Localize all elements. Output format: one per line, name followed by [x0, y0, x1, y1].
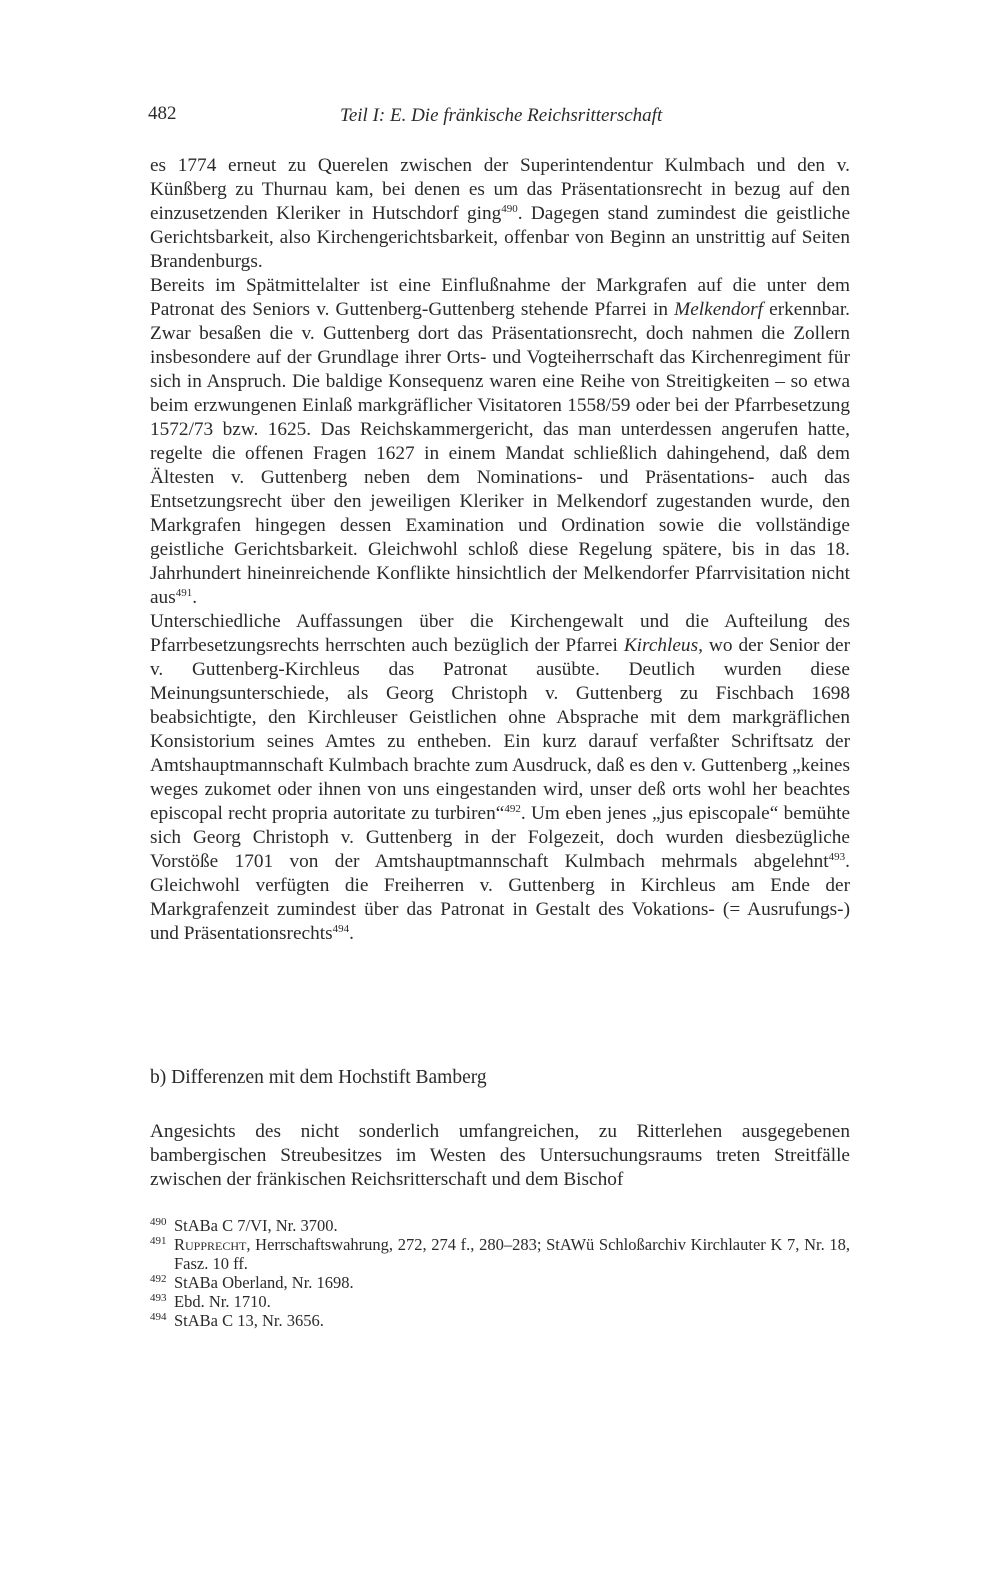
main-text — [150, 154, 850, 946]
footnote-text: StABa Oberland, Nr. 1698. — [174, 1273, 354, 1292]
place-name: Kirchleus, — [623, 635, 703, 656]
footnote-ref-490[interactable]: 490 — [501, 203, 518, 215]
footnote-ref-492[interactable]: 492 — [504, 803, 521, 815]
footnote-number: 494 — [150, 1311, 167, 1323]
place-name: Melkendorf — [674, 299, 764, 320]
paragraph-1: es 1774 erneut zu Querelen zwischen der Superintendentur Kulmbach und den v. Künßberg zu Thurnau kam, bei denen es um das Präsentationsrecht in bezug auf den einzusetzenden Kleriker in Hutschdorf ging$^{490}$. Dagegen stand zumindest die geistliche Gerichtsbarkeit, also Kirchengerichtsbarkeit, offenbar von Beginn an unstrittig auf Seiten Brandenburgs. — [150, 155, 850, 272]
footnote-ref-493[interactable]: 493 — [828, 851, 846, 863]
paragraph-2: Bereits im Spätmittelalter ist eine Einflußnahme der Markgrafen auf die unter dem Patronat des Seniors v. Guttenberg-Guttenberg stehende Pfarrei in Melkendorf erkennbar. Zwar besaßen die v. Guttenberg dort das Präsentationsrecht, doch nahmen die Zollern insbesondere auf der Grundlage ihrer Orts- und Vogteiherrschaft das Kirchenregiment für sich in Anspruch. Die baldige Konsequenz waren eine Reihe von Streitigkeiten – so etwa beim erzwungenen Einlaß markgräflicher Visitatoren 1558/59 oder bei der Pfarrbesetzung 1572/73 bzw. 1625. Das Reichskammergericht, das man unterdessen angerufen hatte, regelte die offenen Fragen 1627 in einem Mandat schließlich dahingehend, daß dem Ältesten v. Guttenberg neben dem Nominations- und Präsentations- auch das Entsetzungsrecht über den jeweiligen Kleriker in Melkendorf zugestanden wurde, den Markgrafen hingegen dessen Examination und Ordination sowie die vollständige geistliche Gerichtsbarkeit. Gleichwohl schloß diese Regelung spätere, bis in das 18. Jahrhundert hineinreichende Konflikte hinsichtlich der Melkendorfer Pfarrvisitation nicht aus$^{491}$. — [150, 275, 850, 608]
running-head: Teil I: E. Die fränkische Reichsritterschaft — [340, 105, 663, 126]
footnote — [150, 1292, 850, 1311]
footnote-number: 492 — [150, 1273, 167, 1285]
footnote-number: 493 — [150, 1292, 167, 1304]
footnote — [150, 1311, 850, 1330]
footnote-author: Rupprecht — [174, 1235, 247, 1254]
footnote — [150, 1216, 850, 1235]
footnote — [150, 1273, 850, 1292]
footnote-number: 491 — [150, 1235, 167, 1247]
paragraph-3: Unterschiedliche Auffassungen über die Kirchengewalt und die Aufteilung des Pfarrbesetzungsrechts herrschten auch bezüglich der Pfarrei Kirchleus, wo der Senior der v. Guttenberg-Kirchleus das Patronat ausübte. Deutlich wurden diese Meinungsunterschiede, als Georg Christoph v. Guttenberg zu Fischbach 1698 beabsichtigte, den Kirchleuser Geistlichen ohne Absprache mit dem markgräflichen Konsistorium seines Amtes zu entheben. Ein kurz darauf verfaßter Schriftsatz der Amtshauptmannschaft Kulmbach brachte zum Ausdruck, daß es den v. Guttenberg „keines weges zukomet oder ihnen von uns eingestanden wird, unser deß orts wohl her beachtes episcopal recht propria autoritate zu turbiren“$^{492}$. Um eben jenes „jus episcopale“ bemühte sich Georg Christoph v. Guttenberg in der Folgezeit, doch wurden diesbezügliche Vorstöße 1701 von der Amtshauptmannschaft Kulmbach mehrmals abgelehnt$^{493}$. Gleichwohl verfügten die Freiherren v. Guttenberg in Kirchleus am Ende der Markgrafenzeit zumindest über das Patronat in Gestalt des Vokations- (= Ausrufungs-) und Präsentationsrechts$^{494}$. — [150, 611, 850, 944]
page-number: 482 — [148, 103, 177, 124]
footnote-text: StABa C 7/VI, Nr. 3700. — [174, 1216, 338, 1235]
section-heading: b) Differenzen mit dem Hochstift Bamberg — [150, 1067, 487, 1088]
footnote-number: 490 — [150, 1216, 167, 1228]
footnote — [150, 1235, 850, 1273]
footnote-ref-494[interactable]: 494 — [332, 923, 350, 935]
footnote-text: , Herrschaftswahrung, 272, 274 f., 280–283; StAWü Schloßarchiv Kirchlauter K 7, Nr. 18, Fasz. 10 ff. — [174, 1235, 850, 1273]
section-paragraph: Angesichts des nicht sonderlich umfangreichen, zu Ritterlehen ausgegebenen bambergischen Streubesitzes im Westen des Untersuchungsraums treten Streitfälle zwischen der fränkischen Reichsritterschaft und dem Bischof — [150, 1121, 850, 1190]
page-header — [148, 103, 850, 133]
footnote-ref-491[interactable]: 491 — [175, 587, 193, 599]
footnote-text: StABa C 13, Nr. 3656. — [174, 1311, 324, 1330]
footnotes — [150, 1216, 850, 1330]
footnote-text: Ebd. Nr. 1710. — [174, 1292, 271, 1311]
